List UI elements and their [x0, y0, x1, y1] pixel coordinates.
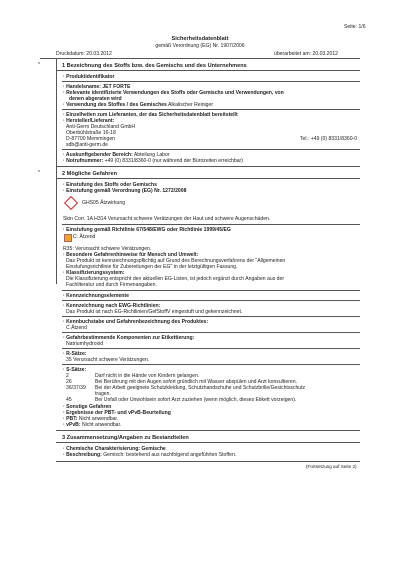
- rule: [62, 109, 360, 110]
- r-phrases-value: 35 Verursacht schwere Verätzungen.: [66, 357, 150, 363]
- page-number: Seite: 1/6: [344, 24, 366, 30]
- regulation: gemäß Verordnung (EG) Nr. 1907/2006: [155, 43, 245, 49]
- margin-line: [56, 58, 57, 284]
- classification-system-line-1: Die Klassifizierung entspricht den aktuellen EG-Listen, ist jedoch ergänzt durch Angaben aus der: [66, 276, 285, 282]
- corrosive-label: C: Ätzend: [73, 234, 96, 240]
- s-phrase-text: Bei der Arbeit geeignete Schutzkleidung, Schutzhandschuhe und Schutzbrille/Gesichtsschutz: [95, 385, 306, 391]
- manufacturer-heading: · Hersteller/Lieferant:: [63, 118, 115, 124]
- s-phrase-code: 36/37/39: [66, 385, 86, 391]
- company-city: D-87700 Memmingen: [66, 136, 115, 142]
- s-phrase-code: 45: [66, 397, 72, 403]
- rule: [62, 149, 360, 150]
- rule: [62, 224, 360, 225]
- s-phrase-text: Bei Unfall oder Unwohlsein sofort Arzt zuziehen (wenn möglich, dieses Etikett vorzeigen).: [95, 397, 297, 403]
- revision-star: *: [38, 62, 40, 68]
- vpvb-label: · vPvB:: [63, 422, 81, 428]
- special-hazards-line-1: Das Produkt ist kennzeichnungspflichtig auf Grund des Berechnungsverfahrens der "Allgemeinen: [66, 258, 286, 264]
- company-phone: Tel.: +49 (0) 8331/8360-0: [300, 136, 358, 142]
- rule: [56, 166, 360, 167]
- pbt-label: · PBT:: [63, 416, 78, 422]
- classification-system-line-2: Fachliteratur und durch Firmenangaben.: [66, 282, 157, 288]
- description-label: · Beschreibung:: [63, 452, 102, 458]
- other-hazards: · Sonstige Gefahren: [63, 404, 112, 410]
- section-1-rule: [56, 70, 360, 71]
- emergency-label: · Notrufnummer:: [63, 158, 104, 164]
- corrosive-symbol-icon: [64, 234, 72, 242]
- info-label: · Auskunftgebender Bereich:: [63, 152, 133, 158]
- s-phrase-text: Darf nicht in die Hände von Kindern gelangen.: [95, 373, 200, 379]
- section-2-title: 2 Mögliche Gefahren: [62, 171, 118, 177]
- s-phrase-text: tragen.: [95, 391, 111, 397]
- uses-line-2: denen abgeraten wird: [69, 96, 122, 102]
- skin-corrosion-statement: Skin Corr. 1A H314 Verursacht schwere Verätzungen der Haut und schwere Augenschäden.: [63, 216, 271, 222]
- s-phrase-text: Bei Berührung mit den Augen sofort gründlich mit Wasser abspülen und Arzt konsultieren.: [95, 379, 297, 385]
- hazard-letter-value: C Ätzend: [66, 325, 87, 331]
- rule: [62, 364, 360, 365]
- classification-clp: · Einstufung gemäß Verordnung (EG) Nr. 1272/2008: [63, 188, 187, 194]
- use-label: · Verwendung des Stoffes / des Gemisches: [63, 102, 167, 108]
- r35-statement: R35: Verursacht schwere Verätzungen.: [63, 246, 152, 252]
- company-name: Anti-Germ Deutschland GmbH: [66, 124, 136, 130]
- determining-components-heading: · Gefahrbestimmende Komponenten zur Etikettierung:: [63, 335, 195, 341]
- rule: [56, 430, 360, 431]
- special-hazards-heading: · Besondere Gefahrenhinweise für Mensch und Umwelt:: [63, 252, 199, 258]
- rule: [62, 81, 360, 82]
- trade-name: · Handelsname: JET FORTE: [63, 84, 131, 90]
- determining-components-value: Natriumhydroxid: [66, 341, 104, 347]
- classification-system-heading: · Klassifizierungssystem:: [63, 270, 125, 276]
- pbt-heading: · Ergebnisse der PBT- und vPvB-Beurteilung: [63, 410, 171, 416]
- s-phrase-code: 2: [66, 373, 69, 379]
- rule: [62, 290, 360, 291]
- ewg-text: Das Produkt ist nach EG-Richtlinien/GefStoffV eingestuft und gekennzeichnet.: [66, 309, 243, 315]
- ewg-heading: · Kennzeichnung nach EWG-Richtlinien:: [63, 303, 161, 309]
- revision-date: überarbeitet am: 20.03.2012: [274, 51, 339, 57]
- pbt-value: Nicht anwendbar.: [78, 416, 119, 422]
- chemical-characterization: · Chemische Charakterisierung: Gemische: [63, 446, 166, 452]
- rule: [62, 300, 360, 301]
- rule: [56, 178, 360, 179]
- info-value: Abteilung Labor: [133, 152, 170, 158]
- r-phrases-heading: · R-Sätze:: [63, 351, 87, 357]
- ghs-label: GHS05 Ätzwirkung: [82, 200, 126, 206]
- rule: [56, 442, 360, 443]
- emergency-value: +49 (0) 8331/8360-0 (nur während der Bürozeiten erreichbar): [104, 158, 243, 164]
- supplier-heading: · Einzelheiten zum Lieferanten, der das Sicherheitsdatenblatt bereitstellt: [63, 112, 238, 118]
- description-value: Gemisch: bestehend aus nachfolgend angeführten Stoffen.: [103, 452, 237, 458]
- hazard-letter-heading: · Kennbuchstabe und Gefahrenbezeichnung des Produktes:: [63, 319, 209, 325]
- document-title: Sicherheitsdatenblatt: [171, 36, 229, 42]
- rule: [62, 316, 360, 317]
- company-street: Oberbühlstraße 16-18: [66, 130, 116, 136]
- rule: [62, 348, 360, 349]
- section-3-title: 3 Zusammensetzung/Angaben zu Bestandteilen: [62, 435, 189, 441]
- special-hazards-line-2: Einstufungsrichtlinie für Zubereitungen der EG" in der letztgültigen Fassung.: [66, 264, 238, 270]
- classification-heading: · Einstufung des Stoffs oder Gemischs: [63, 182, 157, 188]
- revision-star: *: [38, 170, 40, 176]
- vpvb-value: Nicht anwendbar.: [81, 422, 122, 428]
- ghs05-corrosion-icon: [64, 196, 78, 210]
- header-divider: [40, 58, 360, 59]
- uses-line-1: · Relevante identifizierte Verwendungen des Stoffs oder Gemischs und Verwendungen, von: [63, 90, 284, 96]
- use-value: Alkalischer Reiniger: [168, 102, 214, 108]
- s-phrase-code: 26: [66, 379, 72, 385]
- product-identifier: · Produktidentifikator: [63, 74, 115, 80]
- rule: [56, 461, 360, 462]
- continued-note: (Fortsetzung auf Seite 2): [306, 464, 357, 469]
- print-date: Druckdatum: 20.03.2012: [56, 51, 112, 57]
- rule: [62, 332, 360, 333]
- s-phrases-heading: · S-Sätze:: [63, 367, 87, 373]
- label-elements: · Kennzeichnungselemente: [63, 293, 129, 299]
- section-1-title: 1 Bezeichnung des Stoffs bzw. des Gemischs und des Unternehmens: [62, 63, 247, 69]
- directive-classification: · Einstufung gemäß Richtlinie 67/548/EWG oder Richtlinie 1999/45/EG: [63, 227, 231, 233]
- company-email[interactable]: sdb@anti-germ.de: [66, 142, 108, 148]
